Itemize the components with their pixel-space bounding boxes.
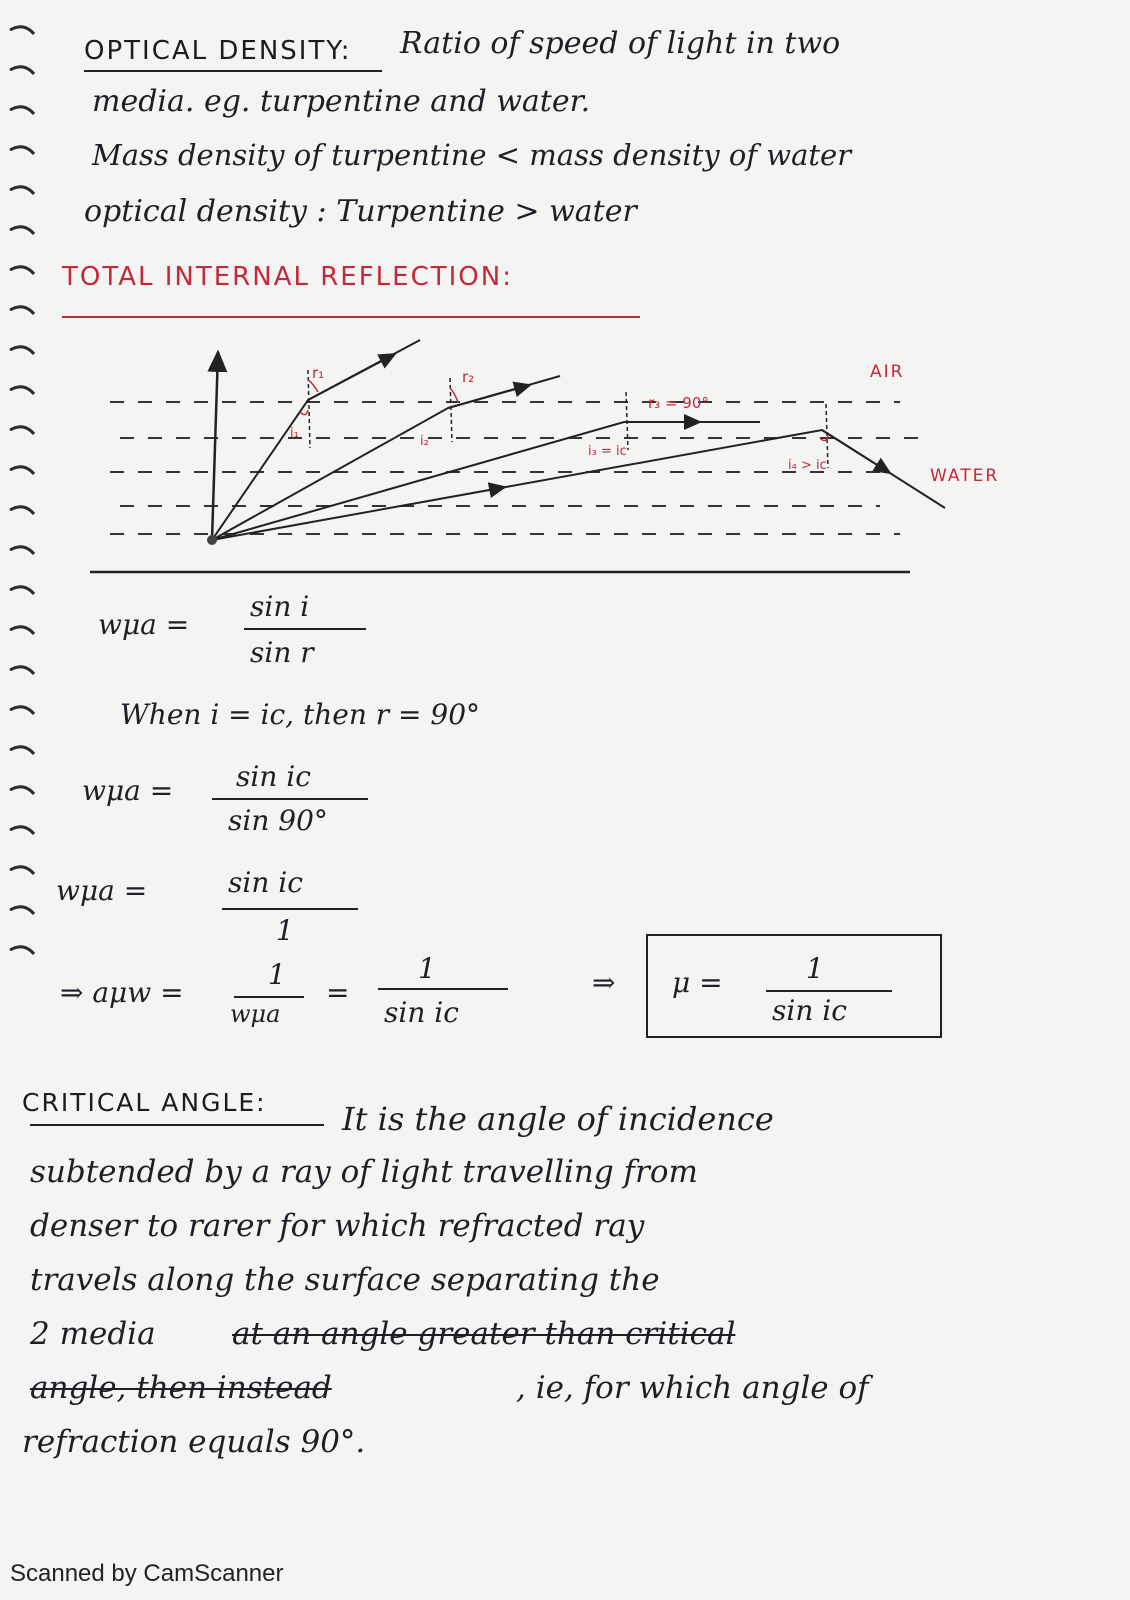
optical-density-line1: Ratio of speed of light in two: [400, 26, 841, 61]
eq1-numerator: sin i: [250, 590, 310, 623]
implies-arrow: ⇒: [592, 966, 616, 999]
eq4-num1: 1: [268, 958, 286, 991]
r3-label: r₃ = 90°: [648, 394, 709, 412]
box-lhs: μ =: [672, 966, 723, 999]
tir-underline: [62, 316, 640, 318]
critical-line6b: , ie, for which angle of: [516, 1370, 869, 1406]
eq4-equals: =: [326, 976, 350, 1009]
critical-line7: refraction equals 90°.: [22, 1424, 366, 1460]
eq1-lhs: wμa =: [98, 608, 190, 641]
box-numerator: 1: [806, 952, 824, 985]
tir-diagram: [0, 330, 1130, 590]
box-denominator: sin ic: [772, 994, 847, 1027]
camscanner-footer: Scanned by CamScanner: [10, 1560, 284, 1587]
condition-text: When i = ic, then r = 90°: [120, 698, 481, 731]
critical-line5b-struck: at an angle greater than critical: [232, 1316, 736, 1352]
i1-label: i₁: [290, 426, 299, 441]
air-label: AIR: [870, 362, 905, 382]
eq4-den2: sin ic: [384, 996, 459, 1029]
light-source: [207, 535, 217, 545]
eq3-bar: [222, 908, 358, 910]
critical-line1: It is the angle of incidence: [342, 1100, 774, 1138]
ray-4: [212, 430, 945, 540]
critical-line6a-struck: angle, then instead: [30, 1370, 332, 1406]
i2-label: i₂: [420, 434, 429, 449]
optical-density-line4: optical density : Turpentine > water: [84, 194, 637, 229]
box-bar: [766, 990, 892, 992]
eq2-lhs: wμa =: [82, 774, 174, 807]
eq2-numerator: sin ic: [236, 760, 311, 793]
water-label: WATER: [930, 466, 1000, 486]
heading-underline: [84, 70, 382, 72]
eq4-num2: 1: [418, 952, 436, 985]
eq2-bar: [212, 798, 368, 800]
eq4-den1: wμa: [230, 1000, 281, 1028]
r1-label: r₁: [312, 364, 325, 382]
eq3-numerator: sin ic: [228, 866, 303, 899]
critical-heading-underline: [30, 1124, 324, 1126]
eq3-lhs: wμa =: [56, 874, 148, 907]
eq4-lhs: ⇒ aμw =: [60, 976, 184, 1009]
critical-line5a: 2 media: [30, 1316, 156, 1352]
critical-line3: denser to rarer for which refracted ray: [30, 1208, 645, 1244]
critical-line4: travels along the surface separating the: [30, 1262, 660, 1298]
critical-angle-heading: CRITICAL ANGLE:: [22, 1088, 267, 1117]
normal-ray: [212, 352, 218, 540]
optical-density-line3: Mass density of turpentine < mass density of water: [92, 138, 852, 172]
optical-density-line2: media. eg. turpentine and water.: [92, 84, 591, 119]
i4-label: i₄ > ic: [788, 458, 827, 473]
critical-line2: subtended by a ray of light travelling from: [30, 1154, 698, 1190]
eq4-bar1: [234, 996, 304, 998]
r2-label: r₂: [462, 368, 475, 386]
eq2-denominator: sin 90°: [228, 804, 328, 837]
ray-2: [212, 376, 560, 540]
eq3-denominator: 1: [276, 914, 294, 947]
tir-heading: TOTAL INTERNAL REFLECTION:: [62, 262, 513, 292]
eq1-denominator: sin r: [250, 636, 314, 669]
eq4-bar2: [378, 988, 508, 990]
optical-density-heading: OPTICAL DENSITY:: [84, 36, 352, 66]
eq1-bar: [244, 628, 366, 630]
i3-label: i₃ = ic: [588, 444, 627, 459]
